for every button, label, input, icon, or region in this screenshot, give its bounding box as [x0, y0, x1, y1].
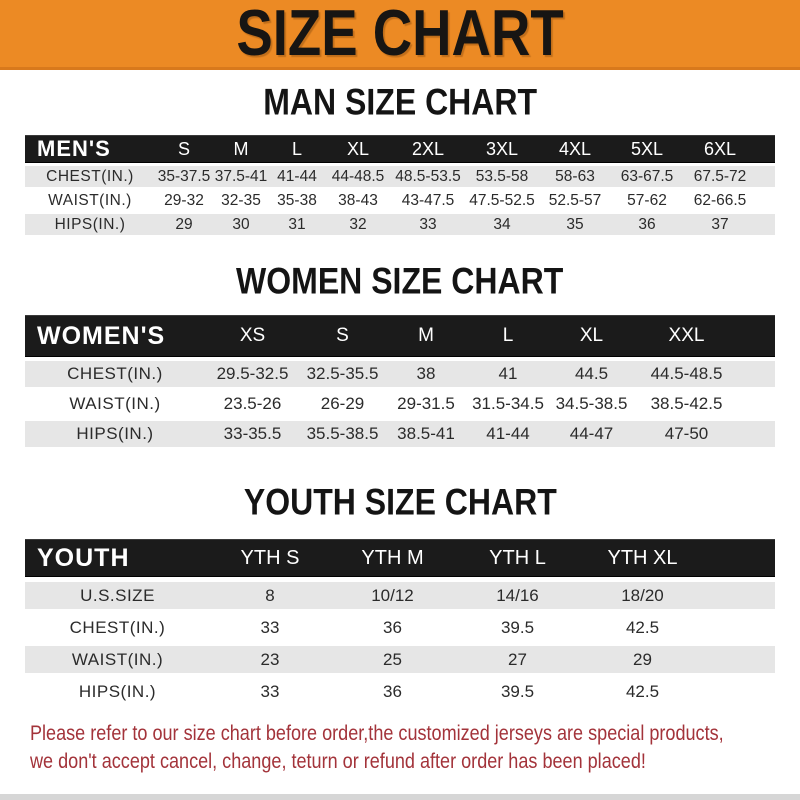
table-row	[25, 166, 775, 187]
table-row	[25, 361, 775, 387]
section-heading-text: YOUTH SIZE CHART	[243, 480, 557, 523]
size-value: 38-43	[325, 190, 391, 211]
size-value: 32-35	[213, 190, 269, 211]
size-value: 8	[210, 582, 330, 609]
size-table-womens	[25, 311, 775, 451]
section-heading	[0, 80, 800, 123]
size-value: 29	[580, 646, 705, 673]
size-value: 35	[539, 214, 611, 235]
row-label: WAIST(IN.)	[25, 190, 155, 211]
size-value: 23	[210, 646, 330, 673]
column-header: 4XL	[539, 135, 611, 163]
size-value: 41-44	[467, 421, 549, 447]
size-value: 63-67.5	[611, 166, 683, 187]
row-label: CHEST(IN.)	[25, 361, 205, 387]
column-header: YTH XL	[580, 539, 705, 577]
size-chart-section	[0, 480, 800, 710]
header-filler	[705, 539, 775, 577]
size-value: 33	[391, 214, 465, 235]
size-value: 29.5-32.5	[205, 361, 300, 387]
size-value: 44.5-48.5	[634, 361, 739, 387]
column-header: 2XL	[391, 135, 465, 163]
row-filler	[739, 421, 775, 447]
size-chart-banner	[0, 0, 800, 70]
row-filler	[757, 214, 775, 235]
row-filler	[757, 166, 775, 187]
size-value: 38.5-41	[385, 421, 467, 447]
size-value: 41	[467, 361, 549, 387]
size-value: 44.5	[549, 361, 634, 387]
table-row	[25, 582, 775, 609]
size-value: 30	[213, 214, 269, 235]
row-label: CHEST(IN.)	[25, 614, 210, 641]
column-header: XL	[325, 135, 391, 163]
size-value: 52.5-57	[539, 190, 611, 211]
size-chart-section	[0, 80, 800, 238]
size-value: 38	[385, 361, 467, 387]
size-value: 25	[330, 646, 455, 673]
size-value: 29-31.5	[385, 391, 467, 417]
size-value: 35-37.5	[155, 166, 213, 187]
column-header: XXL	[634, 315, 739, 357]
row-filler	[705, 646, 775, 673]
column-header: M	[213, 135, 269, 163]
size-chart-section	[0, 259, 800, 451]
column-header: L	[467, 315, 549, 357]
size-value: 32.5-35.5	[300, 361, 385, 387]
column-header: YTH M	[330, 539, 455, 577]
size-value: 32	[325, 214, 391, 235]
size-value: 35.5-38.5	[300, 421, 385, 447]
table-group-label: YOUTH	[25, 539, 210, 577]
table-group-label: MEN'S	[25, 135, 155, 163]
size-value: 38.5-42.5	[634, 391, 739, 417]
table-row	[25, 678, 775, 705]
size-value: 36	[611, 214, 683, 235]
size-value: 29	[155, 214, 213, 235]
table-header-row	[25, 135, 775, 163]
size-value: 31.5-34.5	[467, 391, 549, 417]
table-row	[25, 214, 775, 235]
row-label: U.S.SIZE	[25, 582, 210, 609]
row-filler	[757, 190, 775, 211]
size-value: 23.5-26	[205, 391, 300, 417]
row-label: HIPS(IN.)	[25, 214, 155, 235]
size-value: 43-47.5	[391, 190, 465, 211]
size-value: 67.5-72	[683, 166, 757, 187]
size-value: 37.5-41	[213, 166, 269, 187]
size-value: 44-48.5	[325, 166, 391, 187]
size-value: 47.5-52.5	[465, 190, 539, 211]
size-value: 34	[465, 214, 539, 235]
size-value: 34.5-38.5	[549, 391, 634, 417]
size-value: 10/12	[330, 582, 455, 609]
size-value: 58-63	[539, 166, 611, 187]
row-filler	[705, 678, 775, 705]
size-value: 33-35.5	[205, 421, 300, 447]
size-chart-title: SIZE CHART	[236, 0, 564, 70]
row-label: HIPS(IN.)	[25, 678, 210, 705]
size-value: 41-44	[269, 166, 325, 187]
size-value: 33	[210, 614, 330, 641]
row-label: WAIST(IN.)	[25, 391, 205, 417]
size-value: 33	[210, 678, 330, 705]
size-value: 44-47	[549, 421, 634, 447]
size-value: 29-32	[155, 190, 213, 211]
table-row	[25, 646, 775, 673]
table-row	[25, 614, 775, 641]
column-header: XS	[205, 315, 300, 357]
section-heading-text: WOMEN SIZE CHART	[236, 259, 564, 302]
header-filler	[757, 135, 775, 163]
size-value: 36	[330, 678, 455, 705]
column-header: YTH S	[210, 539, 330, 577]
size-table-youth	[25, 534, 775, 710]
size-value: 47-50	[634, 421, 739, 447]
size-value: 48.5-53.5	[391, 166, 465, 187]
disclaimer-line-2: we don't accept cancel, change, teturn or refund after order has been placed!	[30, 750, 646, 773]
column-header: M	[385, 315, 467, 357]
column-header: YTH L	[455, 539, 580, 577]
column-header: S	[155, 135, 213, 163]
size-value: 36	[330, 614, 455, 641]
table-group-label: WOMEN'S	[25, 315, 205, 357]
table-row	[25, 190, 775, 211]
column-header: 5XL	[611, 135, 683, 163]
size-value: 37	[683, 214, 757, 235]
size-value: 31	[269, 214, 325, 235]
size-value: 39.5	[455, 614, 580, 641]
disclaimer-line-1: Please refer to our size chart before order,the customized jerseys are special products,	[30, 722, 724, 745]
size-value: 27	[455, 646, 580, 673]
bottom-edge-strip	[0, 794, 800, 800]
size-value: 42.5	[580, 678, 705, 705]
row-filler	[739, 391, 775, 417]
header-filler	[739, 315, 775, 357]
column-header: S	[300, 315, 385, 357]
disclaimer-text	[0, 720, 800, 776]
section-heading-text: MAN SIZE CHART	[263, 80, 537, 123]
column-header: L	[269, 135, 325, 163]
row-label: HIPS(IN.)	[25, 421, 205, 447]
table-row	[25, 421, 775, 447]
column-header: XL	[549, 315, 634, 357]
table-row	[25, 391, 775, 417]
row-filler	[739, 361, 775, 387]
row-filler	[705, 582, 775, 609]
table-header-row	[25, 539, 775, 577]
row-filler	[705, 614, 775, 641]
size-value: 35-38	[269, 190, 325, 211]
size-value: 57-62	[611, 190, 683, 211]
column-header: 6XL	[683, 135, 757, 163]
size-table-mens	[25, 132, 775, 238]
section-heading	[0, 259, 800, 302]
table-header-row	[25, 315, 775, 357]
size-value: 26-29	[300, 391, 385, 417]
section-heading	[0, 480, 800, 523]
size-value: 18/20	[580, 582, 705, 609]
size-value: 53.5-58	[465, 166, 539, 187]
size-value: 39.5	[455, 678, 580, 705]
column-header: 3XL	[465, 135, 539, 163]
size-chart-sections	[0, 80, 800, 710]
row-label: CHEST(IN.)	[25, 166, 155, 187]
size-value: 42.5	[580, 614, 705, 641]
size-value: 62-66.5	[683, 190, 757, 211]
row-label: WAIST(IN.)	[25, 646, 210, 673]
size-value: 14/16	[455, 582, 580, 609]
